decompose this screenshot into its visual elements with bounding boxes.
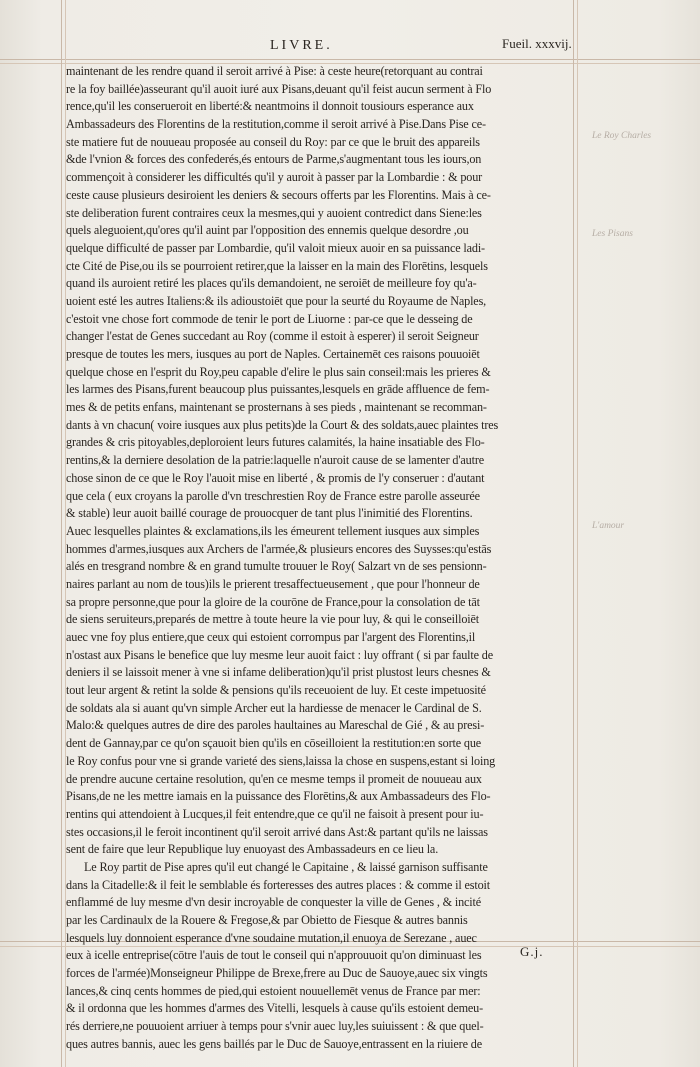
text-line: rés derriere,ne pouuoient arriuer à temps pour s'vnir auec luy,les suiuissent : & que quel- — [66, 1019, 484, 1034]
text-line: sent de faire que leur Republique luy enuoyast des Ambassadeurs en ce lieu la. — [66, 842, 439, 857]
text-line: eux à icelle entreprise(cōtre l'auis de tout le conseil qui n'approuuoit qu'on diminuast les — [66, 948, 482, 963]
text-line: grandes & cris pitoyables,deploroient leurs futures calamités, la haine insatiable des Flo- — [66, 435, 485, 450]
text-line: quels aleguoient,qu'ores qu'il auint par l'opposition des ennemis quelque desordre ,ou — [66, 223, 469, 238]
text-line: quand ils auroient retiré les places qu'ils demandoient, ne seroiēt de meilleure foy qu'a- — [66, 276, 477, 291]
text-line: cte Cité de Pise,ou ils se pourroient retirer,que la laisser en la main des Florētins, lesquels — [66, 258, 488, 273]
text-line: Ambassadeurs des Florentins de la restitution,comme il seroit arrivé à Pise.Dans Pise ce- — [66, 117, 486, 132]
text-line: chose sinon de ce que le Roy l'auoit mise en liberté , & promis de l'y conseruer : d'autant — [66, 470, 485, 485]
text-line: Le Roy partit de Pise apres qu'il eut changé le Capitaine , & laissé garnison suffisante — [84, 859, 488, 874]
text-line: dans la Citadelle:& il feit le semblable és forteresses des autres places : & comme il estoit — [66, 877, 490, 892]
text-line: ques autres bannis, auec les gens baillés par le Duc de Sauoye,entrassent en la riuiere de — [66, 1036, 482, 1051]
text-line: re la foy baillée)asseurant qu'il auoit iuré aux Pisans,deuant qu'il feist aucun serment à Flo — [66, 81, 492, 96]
text-line: dants à vn chacun( voire iusques aux plus petits)de la Court & des soldats,auec plaintes tres — [66, 417, 499, 432]
text-line: maintenant de les rendre quand il seroit arrivé à Pise: à ceste heure(retorquant au contrai — [66, 64, 483, 78]
ruled-line-top — [0, 59, 700, 60]
text-line: forces de l'armée)Monseigneur Philippe de Brexe,frere au Duc de Sauoye,auec six vingts — [66, 966, 488, 981]
text-line: rentins,& la derniere desolation de la patrie:laquelle n'auroit cause de se lamenter d'autre — [66, 453, 484, 468]
text-line: presque de toutes les mers, iusques au port de Naples. Certainemēt ces raisons pouuoiēt — [66, 347, 480, 361]
text-line: mes & de petits enfans, maintenant se prosternans à ses pieds , maintenant se recomman- — [66, 400, 487, 415]
text-line: par les Cardinaulx de la Rouere & Fregose,& par Obietto de Fiesque & autres bannis — [66, 913, 468, 927]
margin-note: Les Pisans — [592, 229, 633, 239]
text-line: ceste cause plusieurs desiroient les deniers & secours offerts par les Florentins. Mais à ce- — [66, 187, 491, 202]
text-line: n'ostast aux Pisans le benefice que luy mesme leur auoit faict : luy offrant ( si par faulte de — [66, 647, 494, 662]
text-line: alés en tresgrand nombre & en grand tumulte trouuer le Roy( Salzart vn de ses pensionn- — [66, 559, 487, 574]
text-line: Malo:& quelques autres de dire des paroles haultaines au Mareschal de Gié , & au presi- — [66, 718, 485, 733]
text-line: lances,& cinq cents hommes de pied,qui estoient nouuellemēt venus de France par mer: — [66, 983, 481, 998]
text-line: auec vne foy plus entiere,que ceux qui estoient corrompus par l'argent des Florentins,il — [66, 630, 476, 644]
text-line: que cela ( eux croyans la parolle d'vn treschrestien Roy de France estre parolle asseurée — [66, 488, 480, 503]
text-line: Pisans,de ne les mettre iamais en la puissance des Florētins,& aux Ambassadeurs des Flo- — [66, 789, 491, 804]
text-line: dent de Gannay,par ce qu'on sçauoit bien qu'ils en cōseilloient la restitution:en sorte que — [66, 736, 482, 751]
text-line: c'estoit vne chose fort commode de tenir le port de Liuorne : par-ce que le desseing de — [66, 311, 473, 326]
text-line: de prendre aucune certaine resolution, qu'en ce mesme temps il promeit de nouueau aux — [66, 771, 482, 786]
text-line: commençoit à considerer les difficultés qu'il y auroit à passer par la Lombardie : & pour — [66, 170, 483, 185]
ruled-line-left — [61, 0, 62, 1067]
body-text — [66, 63, 574, 1054]
text-line: changer l'estat de Genes succedant au Roy (comme il estoit à esperer) il seroit Seigneur — [66, 329, 479, 344]
text-line: hommes d'armes,iusques aux Archers de l'armée,& plusieurs encores des Suysses:qu'estās — [66, 541, 492, 556]
text-line: tout leur argent & retint la solde & pensions qu'ils receuoient de luy. Et ceste impetuosité — [66, 683, 486, 698]
margin-note: Le Roy Charles — [592, 131, 652, 141]
running-head: LIVRE. — [270, 38, 333, 53]
text-line: les larmes des Pisans,furent beaucoup plus puissantes,lesquels en grāde affluence de fem- — [66, 382, 490, 397]
text-line: & il ordonna que les hommes d'armes des Vitelli, lesquels à cause qu'ils estoient demeu- — [66, 1001, 484, 1016]
folio-number: Fueil. xxxvij. — [502, 36, 572, 51]
text-line: deniers il se laissoit mener à vne si infame deliberation)qu'il prist plustost leurs chesnes & — [66, 665, 491, 680]
text-line: quelque difficulté de passer par Lombardie, qu'il valoit mieux auoir en sa puissance ladi- — [66, 240, 485, 255]
text-line: quelque chose en l'esprit du Roy,peu capable d'elire le plus sain conseil:mais les prieres & — [66, 364, 491, 379]
text-line: stes occasions,il le feroit incontinent qu'il seroit arrivé dans Ast:& partant qu'ils ne laissas — [66, 824, 488, 839]
text-line: rentins qui attendoient à Lucques,il feit entendre,que ce qu'il ne faisoit à present pour iu- — [66, 806, 484, 821]
ruled-line-right-inner — [577, 0, 578, 1067]
text-line: &de l'vnion & forces des confederés,és entours de Parme,s'augmentant tous les iours,on — [66, 152, 482, 167]
text-line: le Roy confus pour vne si grande varieté des siens,laissa la chose en suspens,estant si loing — [66, 753, 496, 768]
text-line: Auec lesquelles plaintes & exclamations,ils les émeurent tellement iusques aux simples — [66, 523, 480, 538]
text-line: uoient esté les autres Italiens:& ils adioustoiēt que pour la seurté du Royaume de Naples, — [66, 293, 487, 308]
text-line: sa propre personne,que pour la gloire de la courōne de France,pour la consolation de tāt — [66, 594, 480, 609]
text-line: enflammé de luy mesme d'vn desir incroyable de conquester la ville de Genes , & incité — [66, 895, 482, 910]
text-line: de siens seruiteurs,preparés de mettre à toute heure la vie pour luy, & qui le conseilloiēt — [66, 612, 479, 627]
text-line: naires parlant au nom de tous)ils le prierent tresaffectueusement , que pour l'honneur de — [66, 576, 480, 591]
signature-mark: G.j. — [520, 944, 544, 959]
text-line: de soldats ala si auant qu'vn simple Archer eut la hardiesse de menacer le Cardinal de S. — [66, 700, 482, 715]
margin-note: L'amour — [592, 521, 625, 531]
text-line: ste deliberation furent contraires ceux la mesmes,qui y auoient contredict dans Siene:les — [66, 205, 482, 220]
text-line: ste matiere fut de nouueau proposée au conseil du Roy: par ce que le bruit des appareils — [66, 134, 480, 149]
text-line: rence,qu'il les conserueroit en liberté:& neantmoins il donnoit tousiours esperance aux — [66, 99, 474, 114]
text-line: lesquels luy donnoient esperance d'vne soudaine mutation,il enuoya de Serezane , auec — [66, 930, 477, 945]
text-line: & stable) leur auoit baillé courage de prouocquer de tant plus l'inimitié des Florentins. — [66, 506, 473, 521]
